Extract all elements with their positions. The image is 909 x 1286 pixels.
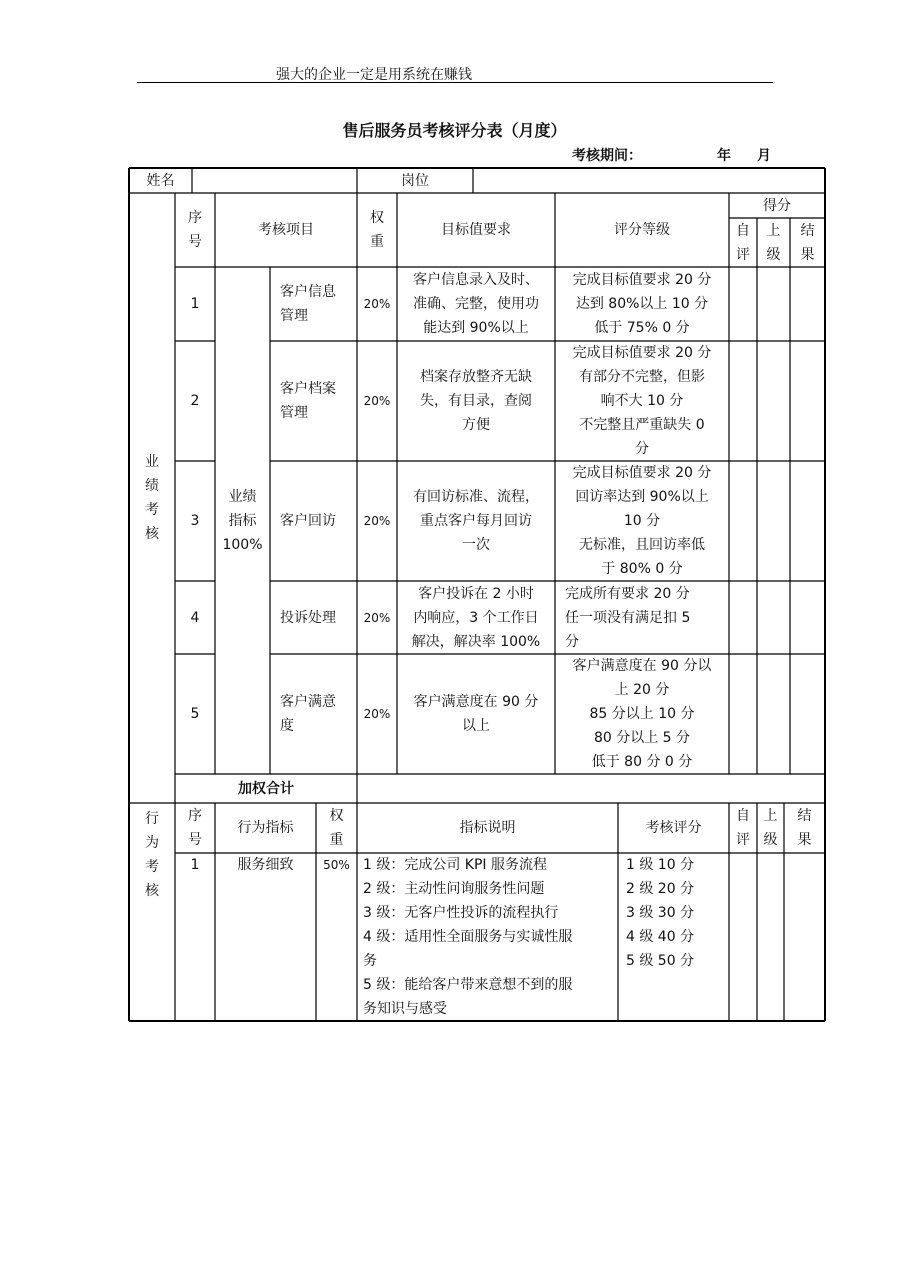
perf-row-3-seq: 3 (190, 513, 200, 529)
perf-category: 业绩 指标 100% (222, 488, 263, 553)
perf-row-2-target: 档案存放整齐无缺 失，有目录，查阅 方便 (420, 369, 532, 433)
perf-row-4-item: 投诉处理 (280, 609, 336, 626)
perf-row-3-target: 有回访标准、流程， 重点客户每月回访 一次 (413, 489, 539, 553)
header-tagline: 强大的企业一定是用系统在赚钱 (276, 67, 472, 83)
beh-header-self: 自 评 (736, 808, 750, 848)
page-title: 售后服务员考核评分表（月度） (342, 121, 567, 140)
perf-row-5-grade: 客户满意度在 90 分以 上 20 分 85 分以上 10 分 80 分以上 5 分 低于 80 分 0 分 (572, 658, 712, 770)
perf-row-5-item: 客户满意 度 (280, 694, 336, 734)
perf-header-item: 考核项目 (258, 222, 314, 238)
perf-header-weight: 权 重 (370, 210, 384, 250)
perf-row-1-grade: 完成目标值要求 20 分 达到 80%以上 10 分 低于 75% 0 分 (572, 272, 712, 336)
perf-row-1-target: 客户信息录入及时、 准确、完整，使用功 能达到 90%以上 (413, 272, 539, 336)
beh-header-score: 考核评分 (645, 820, 702, 836)
beh-header-indicator: 行为指标 (237, 820, 294, 836)
perf-row-4-seq: 4 (190, 609, 200, 626)
perf-row-1-item: 客户信息 管理 (280, 284, 336, 324)
weighted-total-label: 加权合计 (238, 780, 294, 797)
perf-row-1-seq: 1 (190, 296, 200, 312)
beh-row-1-seq: 1 (190, 857, 200, 873)
perf-header-target: 目标值要求 (441, 222, 511, 238)
perf-header-self: 自 评 (736, 222, 750, 263)
perf-row-2-grade: 完成目标值要求 20 分 有部分不完整，但影 响不大 10 分 不完整且严重缺失 0 分 (572, 345, 712, 457)
beh-row-1-score: 1 级 10 分 2 级 20 分 3 级 30 分 4 级 40 分 5 级 50 分 (626, 857, 695, 969)
period-label: 考核期间： (572, 148, 642, 164)
beh-header-seq: 序 号 (188, 808, 202, 848)
post-label: 岗位 (401, 172, 429, 189)
perf-row-1-weight: 20% (363, 297, 391, 311)
beh-header-result: 结 果 (797, 808, 812, 848)
perf-header-result: 结 果 (800, 222, 815, 263)
perf-row-4-weight: 20% (363, 610, 391, 625)
name-label: 姓名 (146, 172, 175, 189)
period-year: 年 (717, 148, 731, 164)
beh-row-1-weight: 50% (323, 858, 350, 872)
period-month: 月 (757, 148, 771, 164)
perf-row-3-weight: 20% (363, 514, 391, 528)
perf-header-superior: 上 级 (766, 222, 781, 263)
performance-section-label: 业 绩 考 核 (145, 454, 159, 542)
perf-row-2-seq: 2 (190, 393, 200, 409)
weighted-total-value[interactable] (357, 774, 825, 803)
perf-header-seq: 序 号 (188, 210, 202, 250)
perf-row-4-target: 客户投诉在 2 小时 内响应，3 个工作日 解决，解决率 100% (411, 585, 541, 650)
name-field[interactable] (192, 168, 357, 193)
behavior-section-label: 行 为 考 核 (145, 811, 159, 899)
perf-header-score: 得分 (763, 197, 791, 214)
beh-header-desc: 指标说明 (459, 820, 516, 836)
perf-row-5-target: 客户满意度在 90 分 以上 (413, 694, 539, 734)
beh-row-1-indicator: 服务细致 (237, 857, 294, 873)
beh-header-superior: 上 级 (763, 808, 778, 848)
perf-row-5-weight: 20% (363, 707, 391, 721)
post-field[interactable] (473, 168, 825, 193)
perf-row-5-seq: 5 (190, 706, 200, 722)
perf-row-2-weight: 20% (363, 394, 391, 408)
beh-row-1-desc: 1 级：完成公司 KPI 服务流程 2 级：主动性问询服务性问题 3 级：无客户性投诉的流程执行 4 级：适用性全面服务与实诚性服 务 5 级：能给客户带来意想不到的服 务知识与感受 (363, 857, 573, 1017)
perf-row-3-grade: 完成目标值要求 20 分 回访率达到 90%以上 10 分 无标准，且回访率低 于 80% 0 分 (572, 465, 712, 577)
perf-row-4-grade: 完成所有要求 20 分 任一项没有满足扣 5 分 (565, 585, 691, 650)
perf-row-2-item: 客户档案 管理 (280, 381, 336, 421)
beh-header-weight: 权 重 (329, 808, 344, 848)
perf-header-grade: 评分等级 (614, 222, 670, 238)
perf-row-3-item: 客户回访 (280, 513, 336, 529)
